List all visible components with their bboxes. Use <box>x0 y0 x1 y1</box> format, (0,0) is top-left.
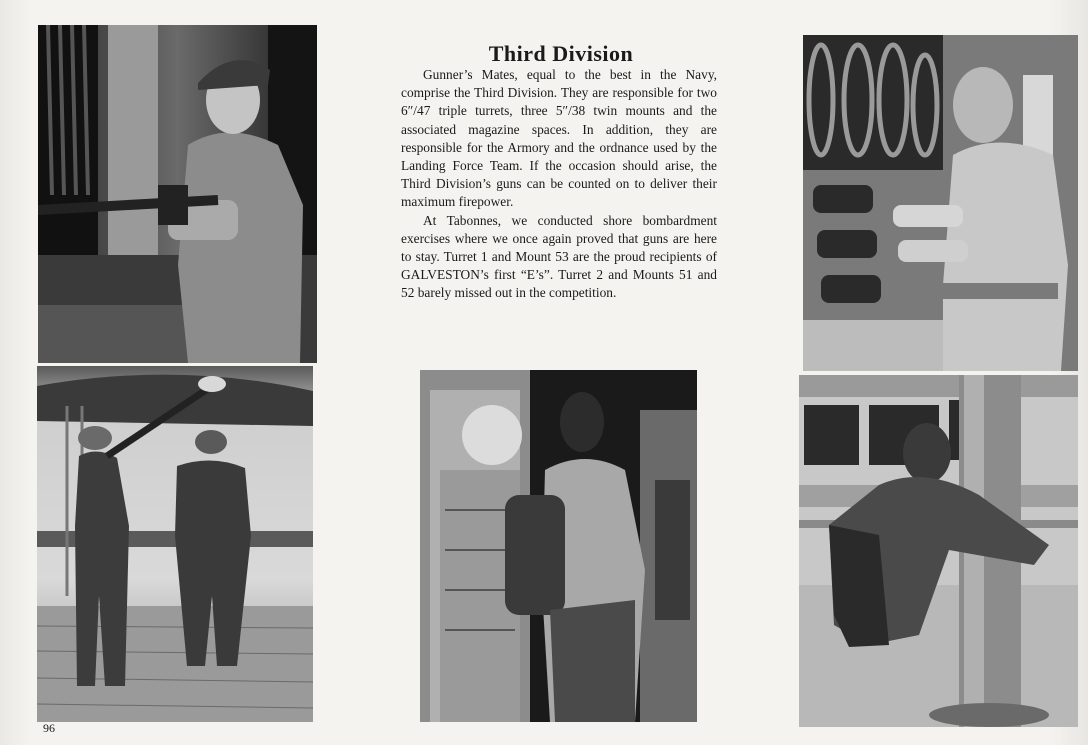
photo-armory-rack <box>803 35 1078 371</box>
photo-deck-projectile <box>37 366 313 722</box>
page-title: Third Division <box>488 40 634 66</box>
paragraph: Gunner’s Mates, equal to the best in the Navy, comprise the Third Division. They are responsible for two 6″/47 triple turrets, three 5″/38 twin mounts and the associated magazine spaces. In addition, they are responsible for the Armory and the ordnance used by the Landing Force Team. If the occasion should arise, the Third Division’s guns can be counted on to deliver their maximum firepower. <box>401 67 717 210</box>
photo-turret-loading <box>420 370 697 722</box>
page-number: 96 <box>43 721 55 735</box>
photo-mount-maintenance <box>799 375 1078 727</box>
photo-armory-rifle <box>38 25 317 363</box>
paragraph: At Tabonnes, we conducted shore bombardment exercises where we once again proved that guns are here to stay. Turret 1 and Mount 53 are the proud recipients of GALVESTON’s first “E’s”. Turret 2 and Mounts 51 and 52 barely missed out in the competition. <box>401 212 717 301</box>
division-description <box>401 66 717 303</box>
